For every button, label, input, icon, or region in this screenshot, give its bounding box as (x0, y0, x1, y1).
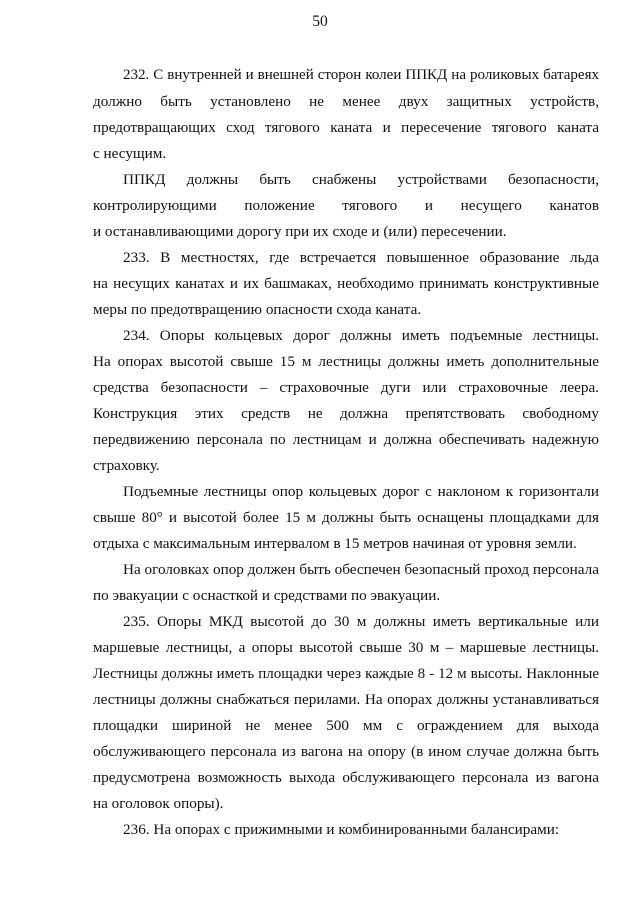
paragraph-235-line: предусмотрена возможность выхода обслуживающего персонала из вагона (93, 769, 599, 786)
paragraph-233-line: на несущих канатах и их башмаках, необходимо принимать конструктивные (93, 275, 599, 292)
paragraph-234c-line: по эвакуации с оснасткой и средствами по эвакуации. (93, 587, 441, 604)
paragraph-235-line: 235. Опоры МКД высотой до 30 м должны иметь вертикальные или (123, 613, 599, 630)
paragraph-235-line: маршевые лестницы, а опоры высотой свыше 30 м – маршевые лестницы. (93, 639, 599, 656)
paragraph-232-line: должно быть установлено не менее двух защитных устройств, (93, 93, 599, 110)
paragraph-233-line: 233. В местностях, где встречается повышенное образование льда (123, 249, 599, 266)
paragraph-234-line: средства безопасности – страховочные дуги или страховочные леера. (93, 379, 599, 396)
paragraph-232-line: 232. С внутренней и внешней сторон колеи ППКД на роликовых батареях (123, 67, 599, 83)
paragraph-232-line: предотвращающих сход тягового каната и пересечение тягового каната (93, 119, 599, 136)
paragraph-234-line: страховку. (93, 457, 160, 474)
paragraph-232b-line: ППКД должны быть снабжены устройствами безопасности, (123, 171, 599, 188)
paragraph-234-line: На опорах высотой свыше 15 м лестницы должны иметь дополнительные (93, 353, 599, 370)
paragraph-236-line: 236. На опорах с прижимными и комбинированными балансирами: (123, 821, 560, 838)
paragraph-235-line: площадки шириной не менее 500 мм с ограждением для выхода (93, 717, 599, 734)
paragraph-235-line: Лестницы должны иметь площадки через каждые 8 - 12 м высоты. Наклонные (93, 666, 599, 682)
page-number: 50 (312, 13, 328, 30)
paragraph-234c-line: На оголовках опор должен быть обеспечен безопасный проход персонала (123, 561, 599, 578)
paragraph-234b-line: Подъемные лестницы опор кольцевых дорог с наклоном к горизонтали (123, 483, 599, 500)
paragraph-234-line: передвижению персонала по лестницам и должна обеспечивать надежную (93, 431, 599, 448)
paragraph-234-line: Конструкция этих средств не должна препятствовать свободному (93, 405, 599, 422)
paragraph-235-line: обслуживающего персонала из вагона на опору (в ином случае должна быть (93, 743, 599, 760)
paragraph-232b-line: и останавливающими дорогу при их сходе и (или) пересечении. (93, 223, 507, 240)
paragraph-234b-line: отдыха с максимальным интервалом в 15 метров начиная от уровня земли. (93, 535, 577, 552)
paragraph-233-line: меры по предотвращению опасности схода каната. (93, 301, 422, 318)
paragraph-235-line: лестницы должны снабжаться перилами. На опорах должны устанавливаться (93, 691, 599, 708)
paragraph-232b-line: контролирующими положение тягового и несущего канатов (93, 197, 599, 214)
paragraph-235-line: на оголовок опоры). (93, 795, 224, 812)
paragraph-234b-line: свыше 80° и высотой более 15 м должны быть оснащены площадками для (93, 509, 599, 526)
paragraph-232-line: с несущим. (93, 145, 167, 162)
paragraph-234-line: 234. Опоры кольцевых дорог должны иметь подъемные лестницы. (123, 327, 599, 344)
